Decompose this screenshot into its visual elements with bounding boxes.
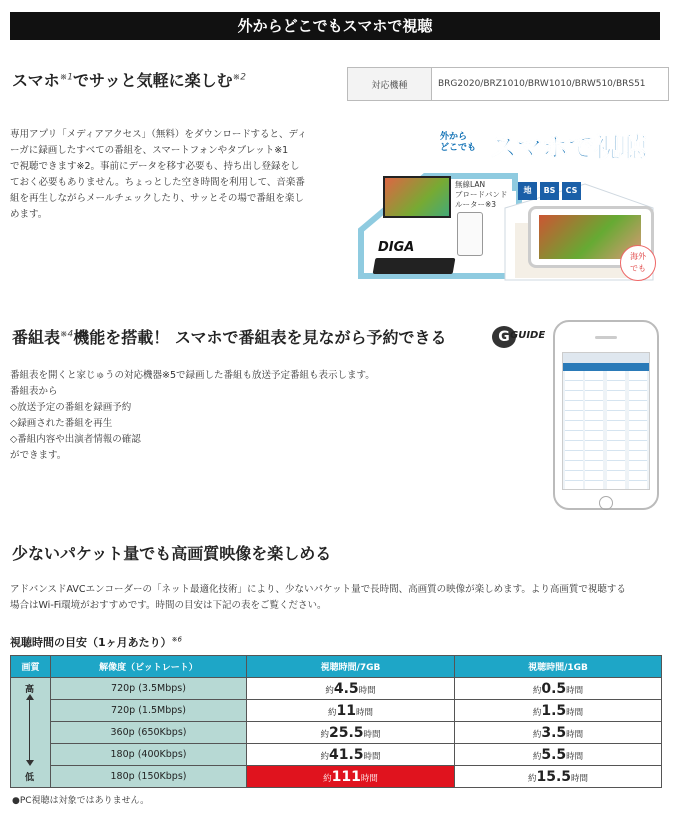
g-guide-logo — [492, 324, 548, 350]
cs-badge: CS — [562, 182, 581, 200]
prefix: 約 — [532, 751, 542, 762]
section2-body-line: 番組表から — [10, 386, 58, 397]
table-header-row — [11, 656, 662, 678]
suffix: 時間 — [566, 685, 584, 696]
suffix: 時間 — [566, 751, 584, 762]
time-1gb-value: 5.5 — [541, 746, 567, 763]
header-1gb: 視聴時間/1GB — [455, 656, 662, 678]
section-banner: 外からどこでもスマホで視聴 — [10, 12, 660, 40]
section3-body — [10, 582, 670, 614]
pc-viewing-note: ●PC視聴は対象ではありません。 — [12, 796, 150, 806]
router-label-line: ブロードバンド — [455, 190, 508, 199]
section2-body-line: ができます。 — [10, 450, 67, 461]
section2-body-line: 番組表を開くと家じゅうの対応機器※5で録画した番組も放送予定番組も表示します。 — [10, 370, 375, 381]
router-icon — [457, 212, 483, 256]
resolution-cell: 180p (150Kbps) — [51, 766, 247, 788]
phone-speaker — [595, 336, 617, 339]
time-7gb-cell — [247, 744, 455, 766]
time-1gb-value: 1.5 — [541, 702, 567, 719]
resolution-cell: 180p (400Kbps) — [51, 744, 247, 766]
time-1gb-cell — [455, 678, 662, 700]
supported-models-value: BRG2020/BRZ1010/BRW1010/BRW510/BRS51 — [438, 79, 646, 89]
suffix: 時間 — [571, 773, 589, 784]
section2-title — [12, 325, 447, 348]
suffix: 時間 — [355, 707, 373, 718]
time-1gb-value: 15.5 — [536, 768, 572, 785]
section2-body-line: ◇番組内容や出演者情報の確認 — [10, 434, 141, 445]
router-label-line: 無線LAN — [455, 180, 486, 189]
time-7gb-cell — [247, 722, 455, 744]
table-row — [11, 678, 662, 700]
section1-sup1: ※1 — [59, 72, 73, 83]
time-1gb-cell — [455, 700, 662, 722]
time-7gb-value: 25.5 — [328, 724, 364, 741]
section1-body-line: で視聴できます※2。事前にデータを移す必要も、持ち出し登録をし — [10, 161, 300, 172]
viewing-time-table-title-text: 視聴時間の目安（1ヶ月あたり） — [10, 636, 172, 649]
g-guide-text: GUIDE — [510, 330, 546, 341]
prefix: 約 — [532, 685, 542, 696]
section2-sup: ※4 — [60, 329, 74, 340]
header-quality: 画質 — [11, 656, 51, 678]
time-7gb-cell-highlight — [247, 766, 455, 788]
smartphone-program-guide-icon — [553, 320, 659, 510]
suffix: 時間 — [363, 729, 381, 740]
promo-small-line-1: 外から — [440, 132, 468, 142]
prefix: 約 — [325, 685, 334, 696]
section1-body-line: ーガに録画したすべての番組を、スマートフォンやタブレット※1 — [10, 145, 289, 156]
g-guide-mark-icon: G — [492, 326, 516, 348]
quality-scale — [11, 678, 51, 788]
guide-column — [565, 371, 583, 489]
time-1gb-value: 0.5 — [541, 680, 567, 697]
resolution-cell: 720p (3.5Mbps) — [51, 678, 247, 700]
guide-column — [607, 371, 625, 489]
promo-small-text — [440, 132, 476, 154]
table-row — [11, 744, 662, 766]
promo-small-line-2: どこでも — [440, 143, 477, 153]
prefix: 約 — [532, 707, 542, 718]
section1-title-b: でサッと気軽に楽しむ — [72, 71, 233, 90]
screen-channel-header — [563, 363, 649, 371]
program-guide-screen — [562, 352, 650, 490]
overseas-badge — [620, 245, 656, 281]
section2-body — [10, 368, 470, 464]
broadcast-badges — [518, 182, 582, 202]
time-1gb-cell — [455, 722, 662, 744]
section1-title-a: スマホ — [12, 71, 60, 90]
suffix: 時間 — [363, 751, 381, 762]
viewing-time-table-title — [10, 634, 182, 650]
viewing-time-table-sup: ※6 — [171, 635, 182, 644]
resolution-cell: 360p (650Kbps) — [51, 722, 247, 744]
table-row — [11, 722, 662, 744]
time-7gb-value: 11 — [336, 702, 356, 719]
section1-body-line: 専用アプリ「メディアアクセス」（無料）をダウンロードすると、ディ — [10, 129, 307, 140]
section3-title: 少ないパケット量でも高画質映像を楽しめる — [12, 544, 332, 563]
suffix: 時間 — [566, 707, 584, 718]
guide-column — [629, 371, 647, 489]
section1-body-line: ておく必要もありません。ちょっとした空き時間を利用して、音楽番 — [10, 177, 305, 188]
section1-title — [12, 68, 246, 91]
overseas-line: 海外 — [630, 252, 646, 261]
section2-title-a: 番組表 — [12, 328, 61, 347]
time-7gb-cell — [247, 678, 455, 700]
table-row — [11, 700, 662, 722]
prefix: 約 — [327, 707, 337, 718]
quality-high-label: 高 — [25, 685, 35, 695]
screen-status-bar — [563, 353, 649, 363]
section1-body — [10, 127, 330, 223]
section1-body-line: めます。 — [10, 209, 48, 220]
bs-badge: BS — [540, 182, 559, 200]
suffix: 時間 — [358, 685, 376, 696]
time-7gb-value: 111 — [331, 768, 361, 785]
overseas-line: でも — [630, 264, 646, 273]
time-1gb-cell — [455, 744, 662, 766]
recorder-icon — [373, 258, 456, 274]
promo-big-text: スマホで視聴 — [490, 133, 646, 164]
quality-low-label: 低 — [25, 773, 35, 783]
table-row — [11, 766, 662, 788]
guide-column — [585, 371, 603, 489]
section2-body-line: ◇放送予定の番組を録画予約 — [10, 402, 132, 413]
section3-body-line: アドバンスドAVCエンコーダーの「ネット最適化技術」により、少ないパケット量で長時間、高画質の映像が楽しめます。より高画質で視聴する — [10, 584, 626, 595]
suffix: 時間 — [566, 729, 584, 740]
time-7gb-value: 41.5 — [328, 746, 364, 763]
arrow-down-icon — [26, 760, 34, 766]
section1-sup2: ※2 — [232, 72, 246, 83]
time-7gb-cell — [247, 700, 455, 722]
tv-screen-image — [383, 176, 451, 218]
diga-logo: DIGA — [378, 240, 415, 255]
home-button-icon — [599, 496, 613, 510]
time-7gb-value: 4.5 — [333, 680, 359, 697]
viewing-time-table — [10, 655, 662, 788]
suffix: 時間 — [360, 773, 378, 784]
section2-title-b: 機能を搭載！ スマホで番組表を見ながら予約できる — [73, 328, 447, 347]
supported-models-table — [347, 67, 669, 101]
prefix: 約 — [532, 729, 542, 740]
header-resolution: 解像度（ビットレート） — [51, 656, 247, 678]
router-label-line: ルーター※3 — [455, 200, 497, 209]
resolution-cell: 720p (1.5Mbps) — [51, 700, 247, 722]
router-label — [455, 180, 507, 210]
prefix: 約 — [323, 773, 332, 784]
header-7gb: 視聴時間/7GB — [247, 656, 455, 678]
prefix: 約 — [527, 773, 537, 784]
time-1gb-value: 3.5 — [541, 724, 567, 741]
quality-arrow-line — [29, 698, 30, 762]
time-1gb-cell — [455, 766, 662, 788]
prefix: 約 — [320, 729, 329, 740]
section2-body-line: ◇録画された番組を再生 — [10, 418, 113, 429]
supported-models-label: 対応機種 — [348, 68, 432, 100]
terrestrial-badge: 地 — [518, 182, 537, 200]
section3-body-line: 場合はWi-Fi環境がおすすめです。時間の目安は下記の表をご覧ください。 — [10, 600, 327, 611]
section1-body-line: 組を再生しながらメールチェックしたり、サッとその場で番組を楽し — [10, 193, 304, 204]
prefix: 約 — [320, 751, 329, 762]
